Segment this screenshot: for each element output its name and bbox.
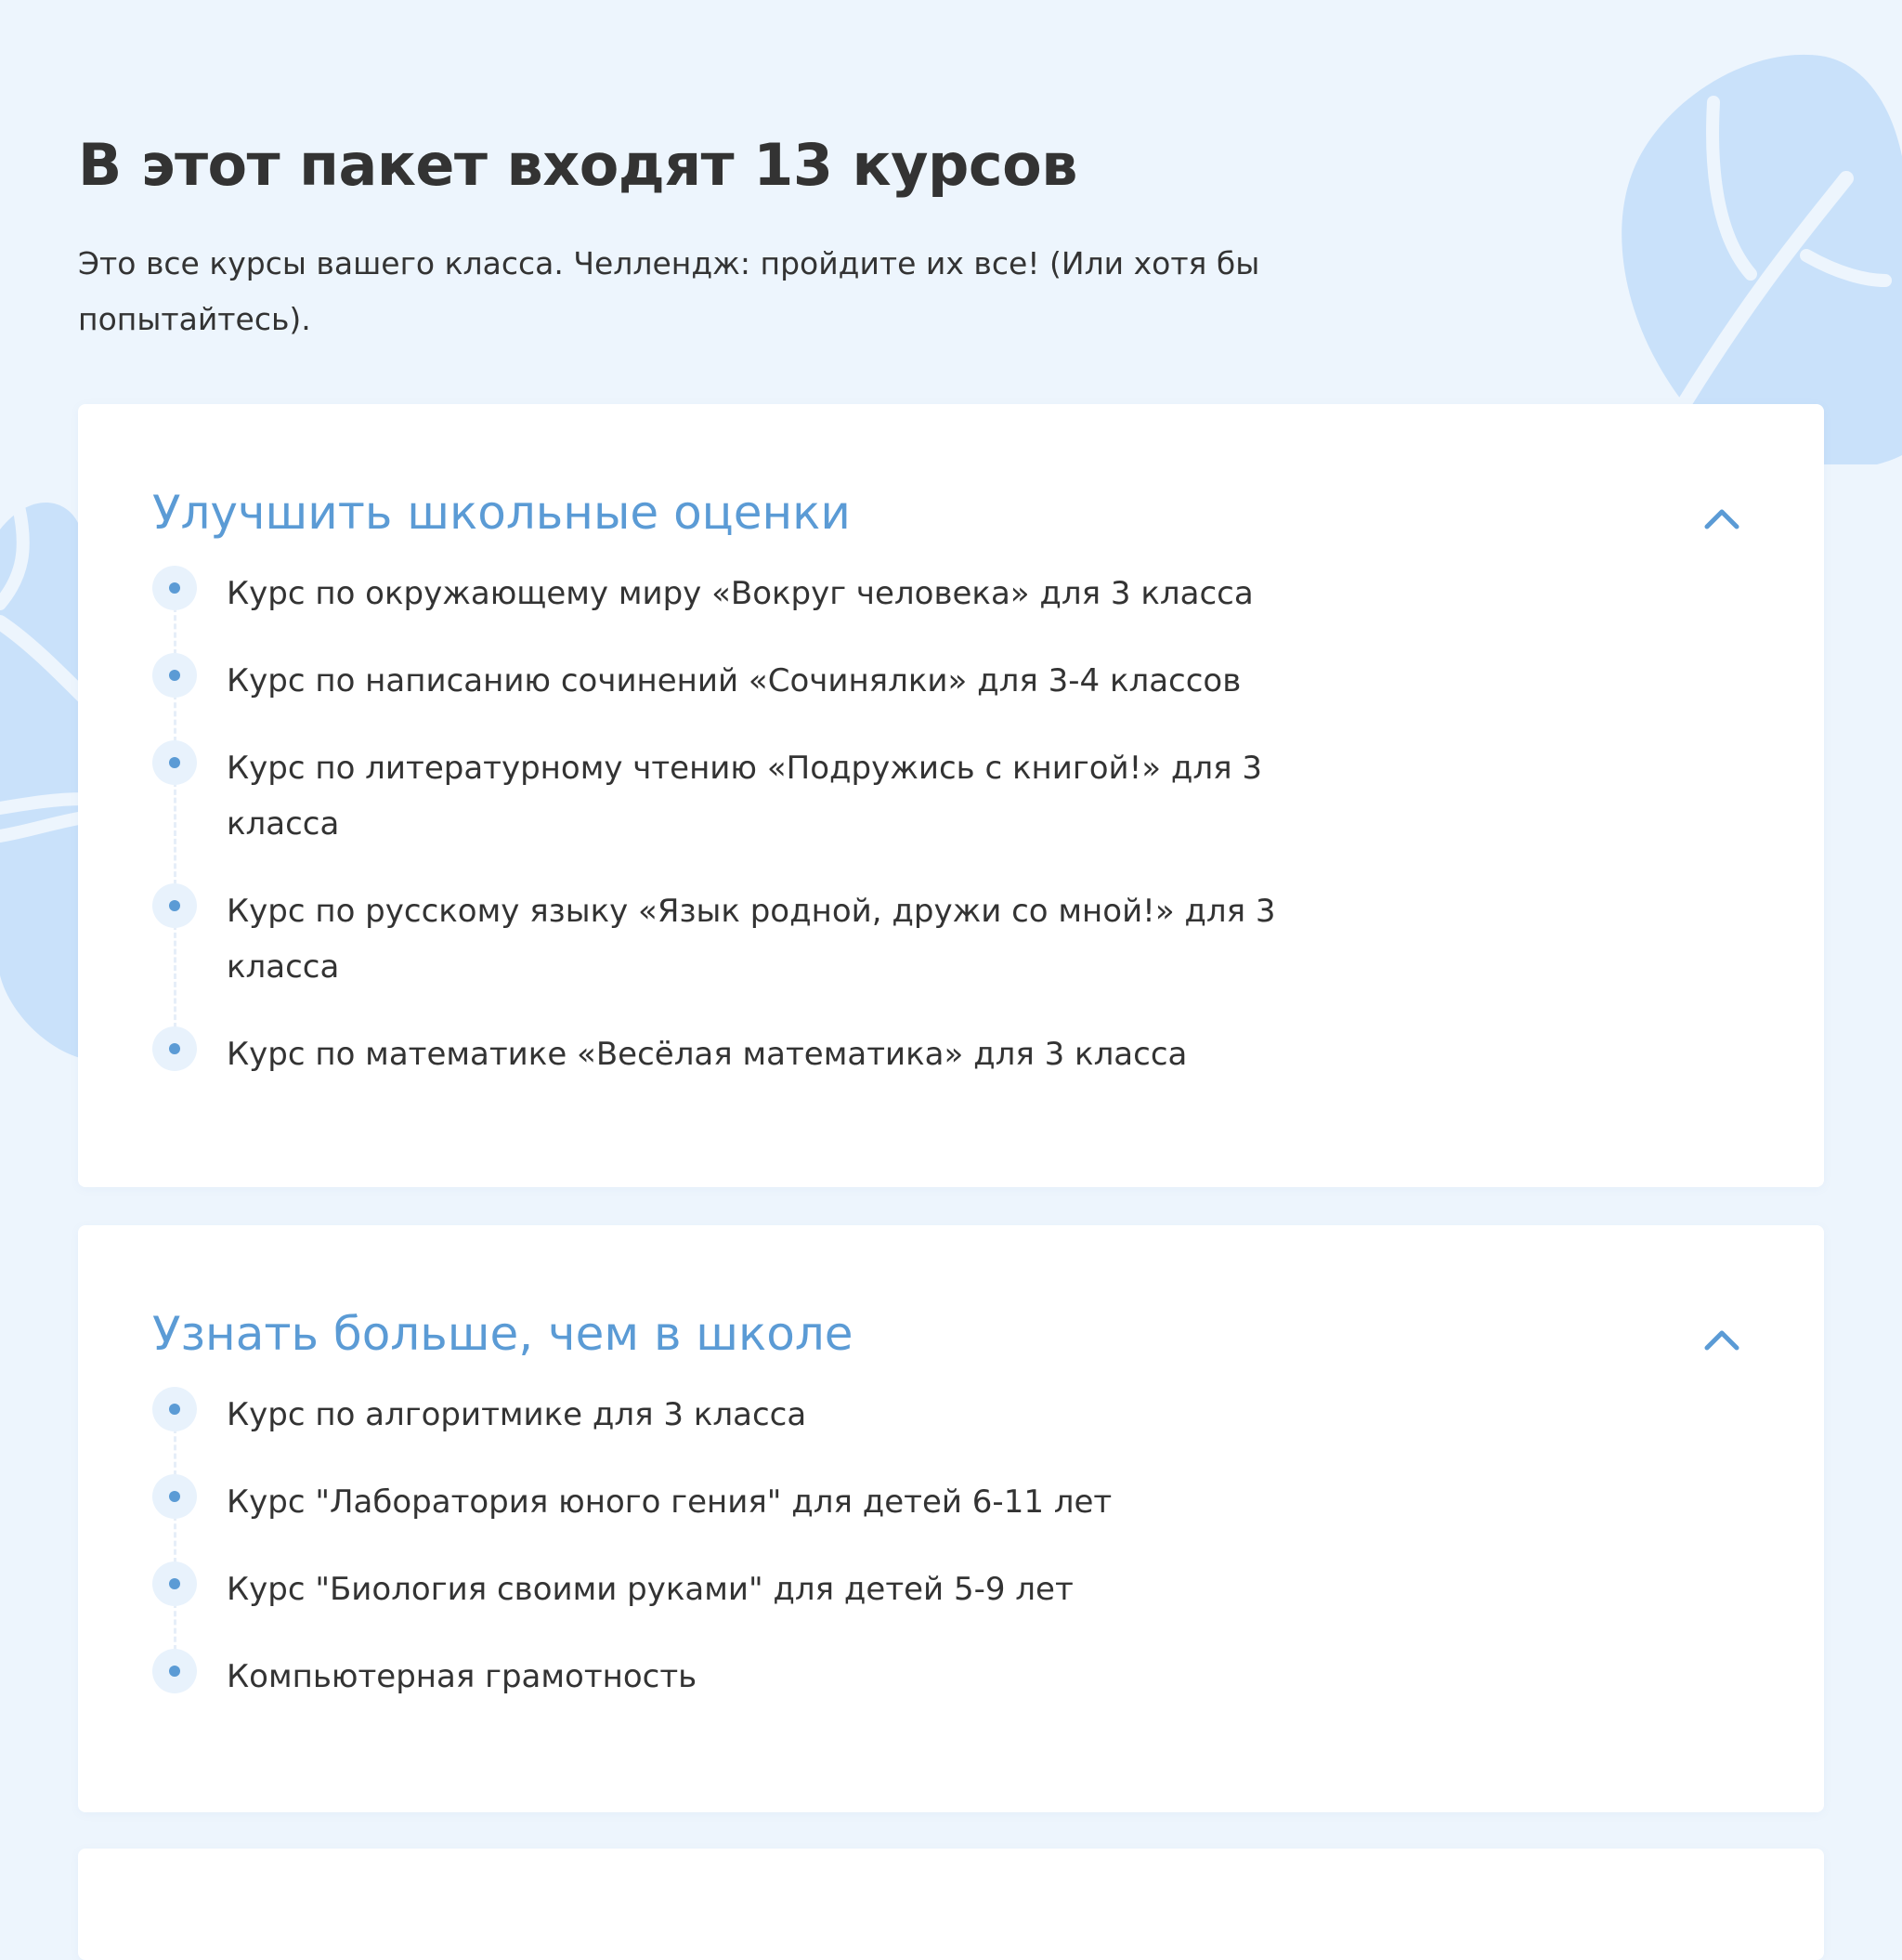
bullet-dot-icon [152,1649,197,1693]
list-item[interactable] [152,1387,1267,1443]
list-item[interactable] [152,883,1276,995]
page-title: В этот пакет входят 13 курсов [78,131,1078,199]
course-title: Компьютерная грамотность [227,1658,697,1695]
bullet-dot-icon [152,740,197,785]
course-section-next [78,1849,1824,1960]
list-item[interactable] [152,653,1267,709]
list-item[interactable] [152,1474,1267,1530]
section-title[interactable]: Улучшить школьные оценки [152,486,851,540]
bullet-dot-icon [152,653,197,698]
list-item[interactable] [152,566,1267,621]
section-title[interactable]: Узнать больше, чем в школе [152,1307,853,1361]
bullet-dot-icon [152,1561,197,1606]
course-list [152,1392,1267,1742]
course-title: Курс по математике «Весёлая математика» для 3 класса [227,1036,1188,1073]
chevron-up-icon[interactable] [1700,497,1744,542]
bullet-dot-icon [152,1387,197,1431]
bullet-dot-icon [152,883,197,928]
course-section-school-grades [78,404,1824,1187]
bullet-dot-icon [152,566,197,610]
list-item[interactable] [152,1649,1267,1705]
page-header [78,128,1378,347]
course-list [152,571,1276,1119]
course-title: Курс по написанию сочинений «Сочинялки» для 3-4 классов [227,662,1242,699]
chevron-up-icon[interactable] [1700,1318,1744,1363]
course-title: Курс по алгоритмике для 3 класса [227,1396,807,1433]
list-item[interactable] [152,1026,1267,1082]
course-title: Курс "Лаборатория юного гения" для детей 6-11 лет [227,1483,1113,1521]
leaf-decoration-icon [0,492,84,1068]
list-item[interactable] [152,1561,1267,1617]
page-subtitle: Это все курсы вашего класса. Челлендж: пройдите их все! (Или хотя бы попытайтесь). [78,245,1260,337]
course-title: Курс по литературному чтению «Подружись с книгой!» для 3 класса [227,750,1262,843]
course-section-beyond-school [78,1225,1824,1812]
course-title: Курс "Биология своими руками" для детей 5-9 лет [227,1571,1074,1608]
leaf-decoration-icon [1607,46,1902,464]
course-title: Курс по окружающему миру «Вокруг человека» для 3 класса [227,575,1254,612]
bullet-dot-icon [152,1026,197,1071]
bullet-dot-icon [152,1474,197,1519]
list-item[interactable] [152,740,1267,852]
course-title: Курс по русскому языку «Язык родной, дружи со мной!» для 3 класса [227,893,1276,986]
